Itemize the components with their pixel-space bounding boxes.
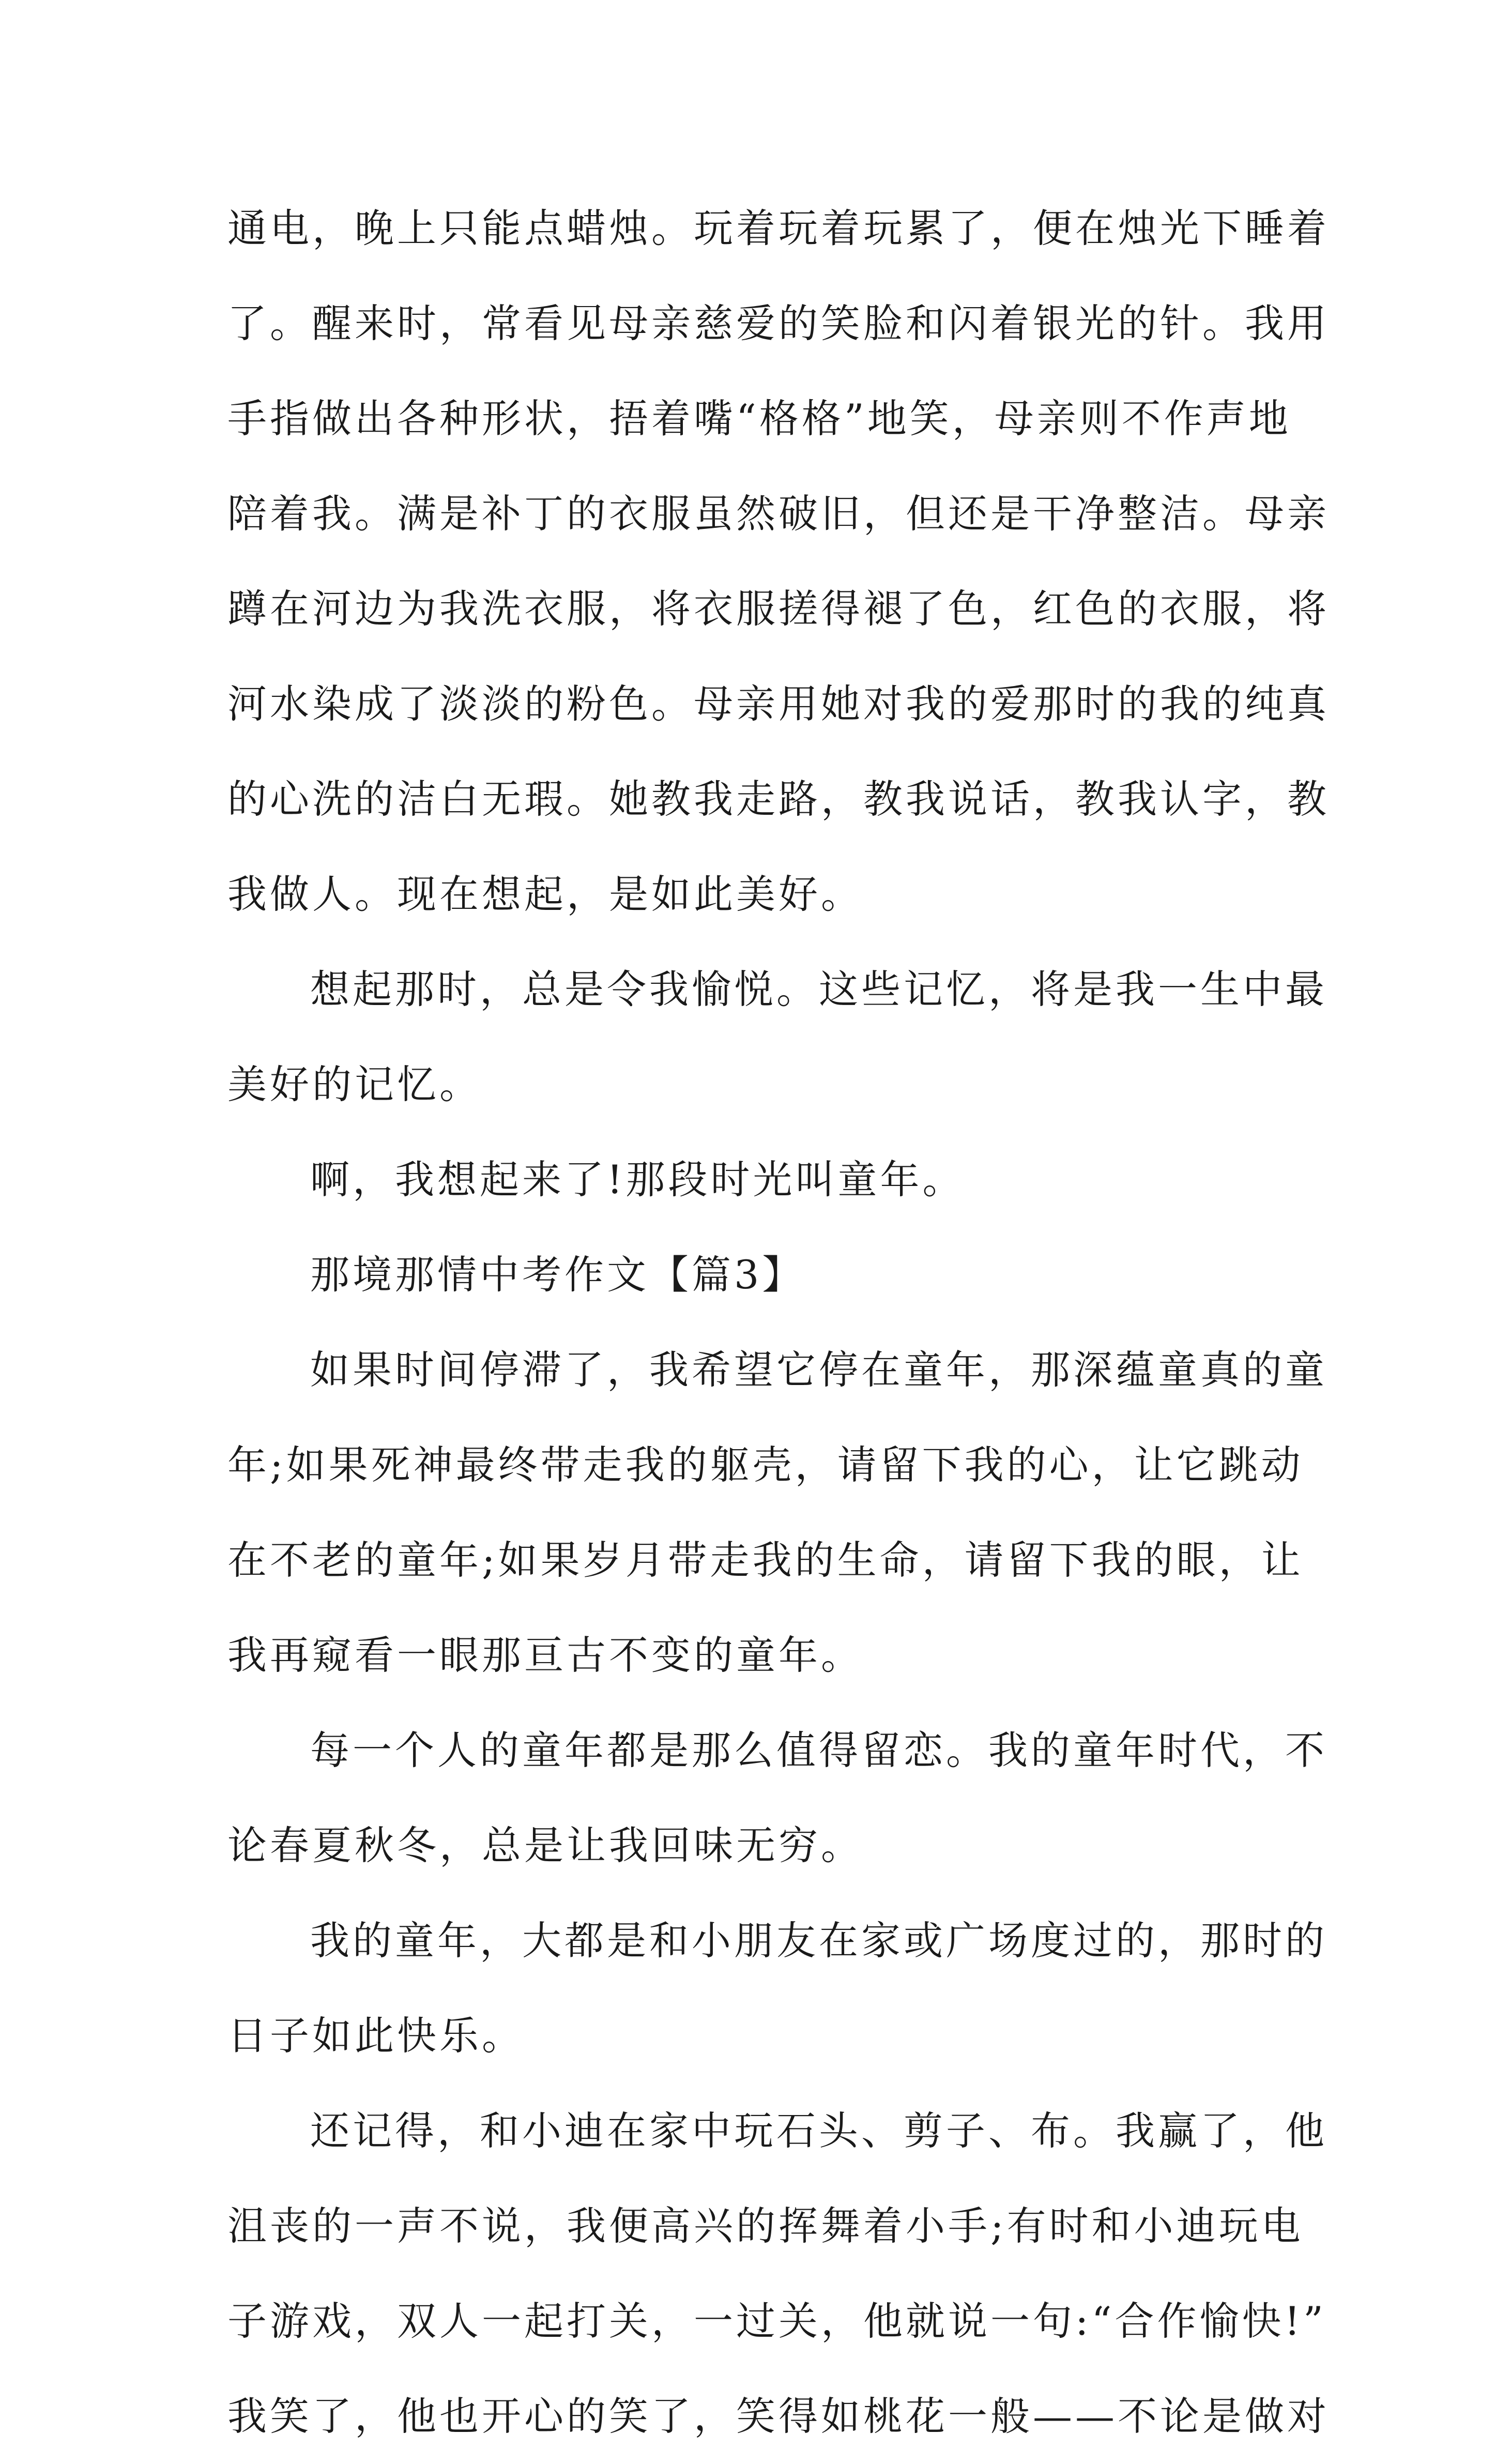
text-line: 手指做出各种形状，捂着嘴“格格”地笑，母亲则不作声地 [227,396,1291,442]
paragraph-start-line: 还记得，和小迪在家中玩石头、剪子、布。我赢了，他 [310,2108,1327,2154]
text-line: 年;如果死神最终带走我的躯壳，请留下我的心，让它跳动 [227,1442,1304,1488]
paragraph-start-line: 啊，我想起来了!那段时光叫童年。 [310,1157,965,1203]
text-line: 论春夏秋冬，总是让我回味无穷。 [227,1822,863,1868]
text-line: 日子如此快乐。 [227,2013,524,2059]
text-line: 我再窥看一眼那亘古不变的童年。 [227,1632,863,1678]
paragraph-start-line: 如果时间停滞了，我希望它停在童年，那深蕴童真的童 [310,1347,1327,1393]
text-line: 通电，晚上只能点蜡烛。玩着玩着玩累了，便在烛光下睡着 [227,205,1330,251]
text-line: 陪着我。满是补丁的衣服虽然破旧，但还是干净整洁。母亲 [227,491,1330,537]
text-line: 我做人。现在想起，是如此美好。 [227,871,863,917]
text-line: 沮丧的一声不说，我便高兴的挥舞着小手;有时和小迪玩电 [227,2203,1304,2249]
text-line: 了。醒来时，常看见母亲慈爱的笑脸和闪着银光的针。我用 [227,300,1330,346]
paragraph-start-line: 每一个人的童年都是那么值得留恋。我的童年时代，不 [310,1727,1327,1773]
text-line: 美好的记忆。 [227,1061,482,1107]
text-line: 子游戏，双人一起打关，一过关，他就说一句:“合作愉快!” [227,2298,1326,2344]
paragraph-start-line: 我的童年，大都是和小朋友在家或广场度过的，那时的 [310,1918,1327,1964]
paragraph-start-line: 想起那时，总是令我愉悦。这些记忆，将是我一生中最 [310,966,1327,1012]
text-line: 在不老的童年;如果岁月带走我的生命，请留下我的眼，让 [227,1537,1304,1583]
section-heading: 那境那情中考作文【篇3】 [310,1252,805,1298]
document-body [227,181,1330,2464]
text-line: 的心洗的洁白无瑕。她教我走路，教我说话，教我认字，教 [227,776,1330,822]
text-line: 河水染成了淡淡的粉色。母亲用她对我的爱那时的我的纯真 [227,681,1330,727]
text-line: 我笑了，他也开心的笑了，笑得如桃花一般——不论是做对 [227,2393,1330,2439]
text-line: 蹲在河边为我洗衣服，将衣服搓得褪了色，红色的衣服，将 [227,586,1330,632]
